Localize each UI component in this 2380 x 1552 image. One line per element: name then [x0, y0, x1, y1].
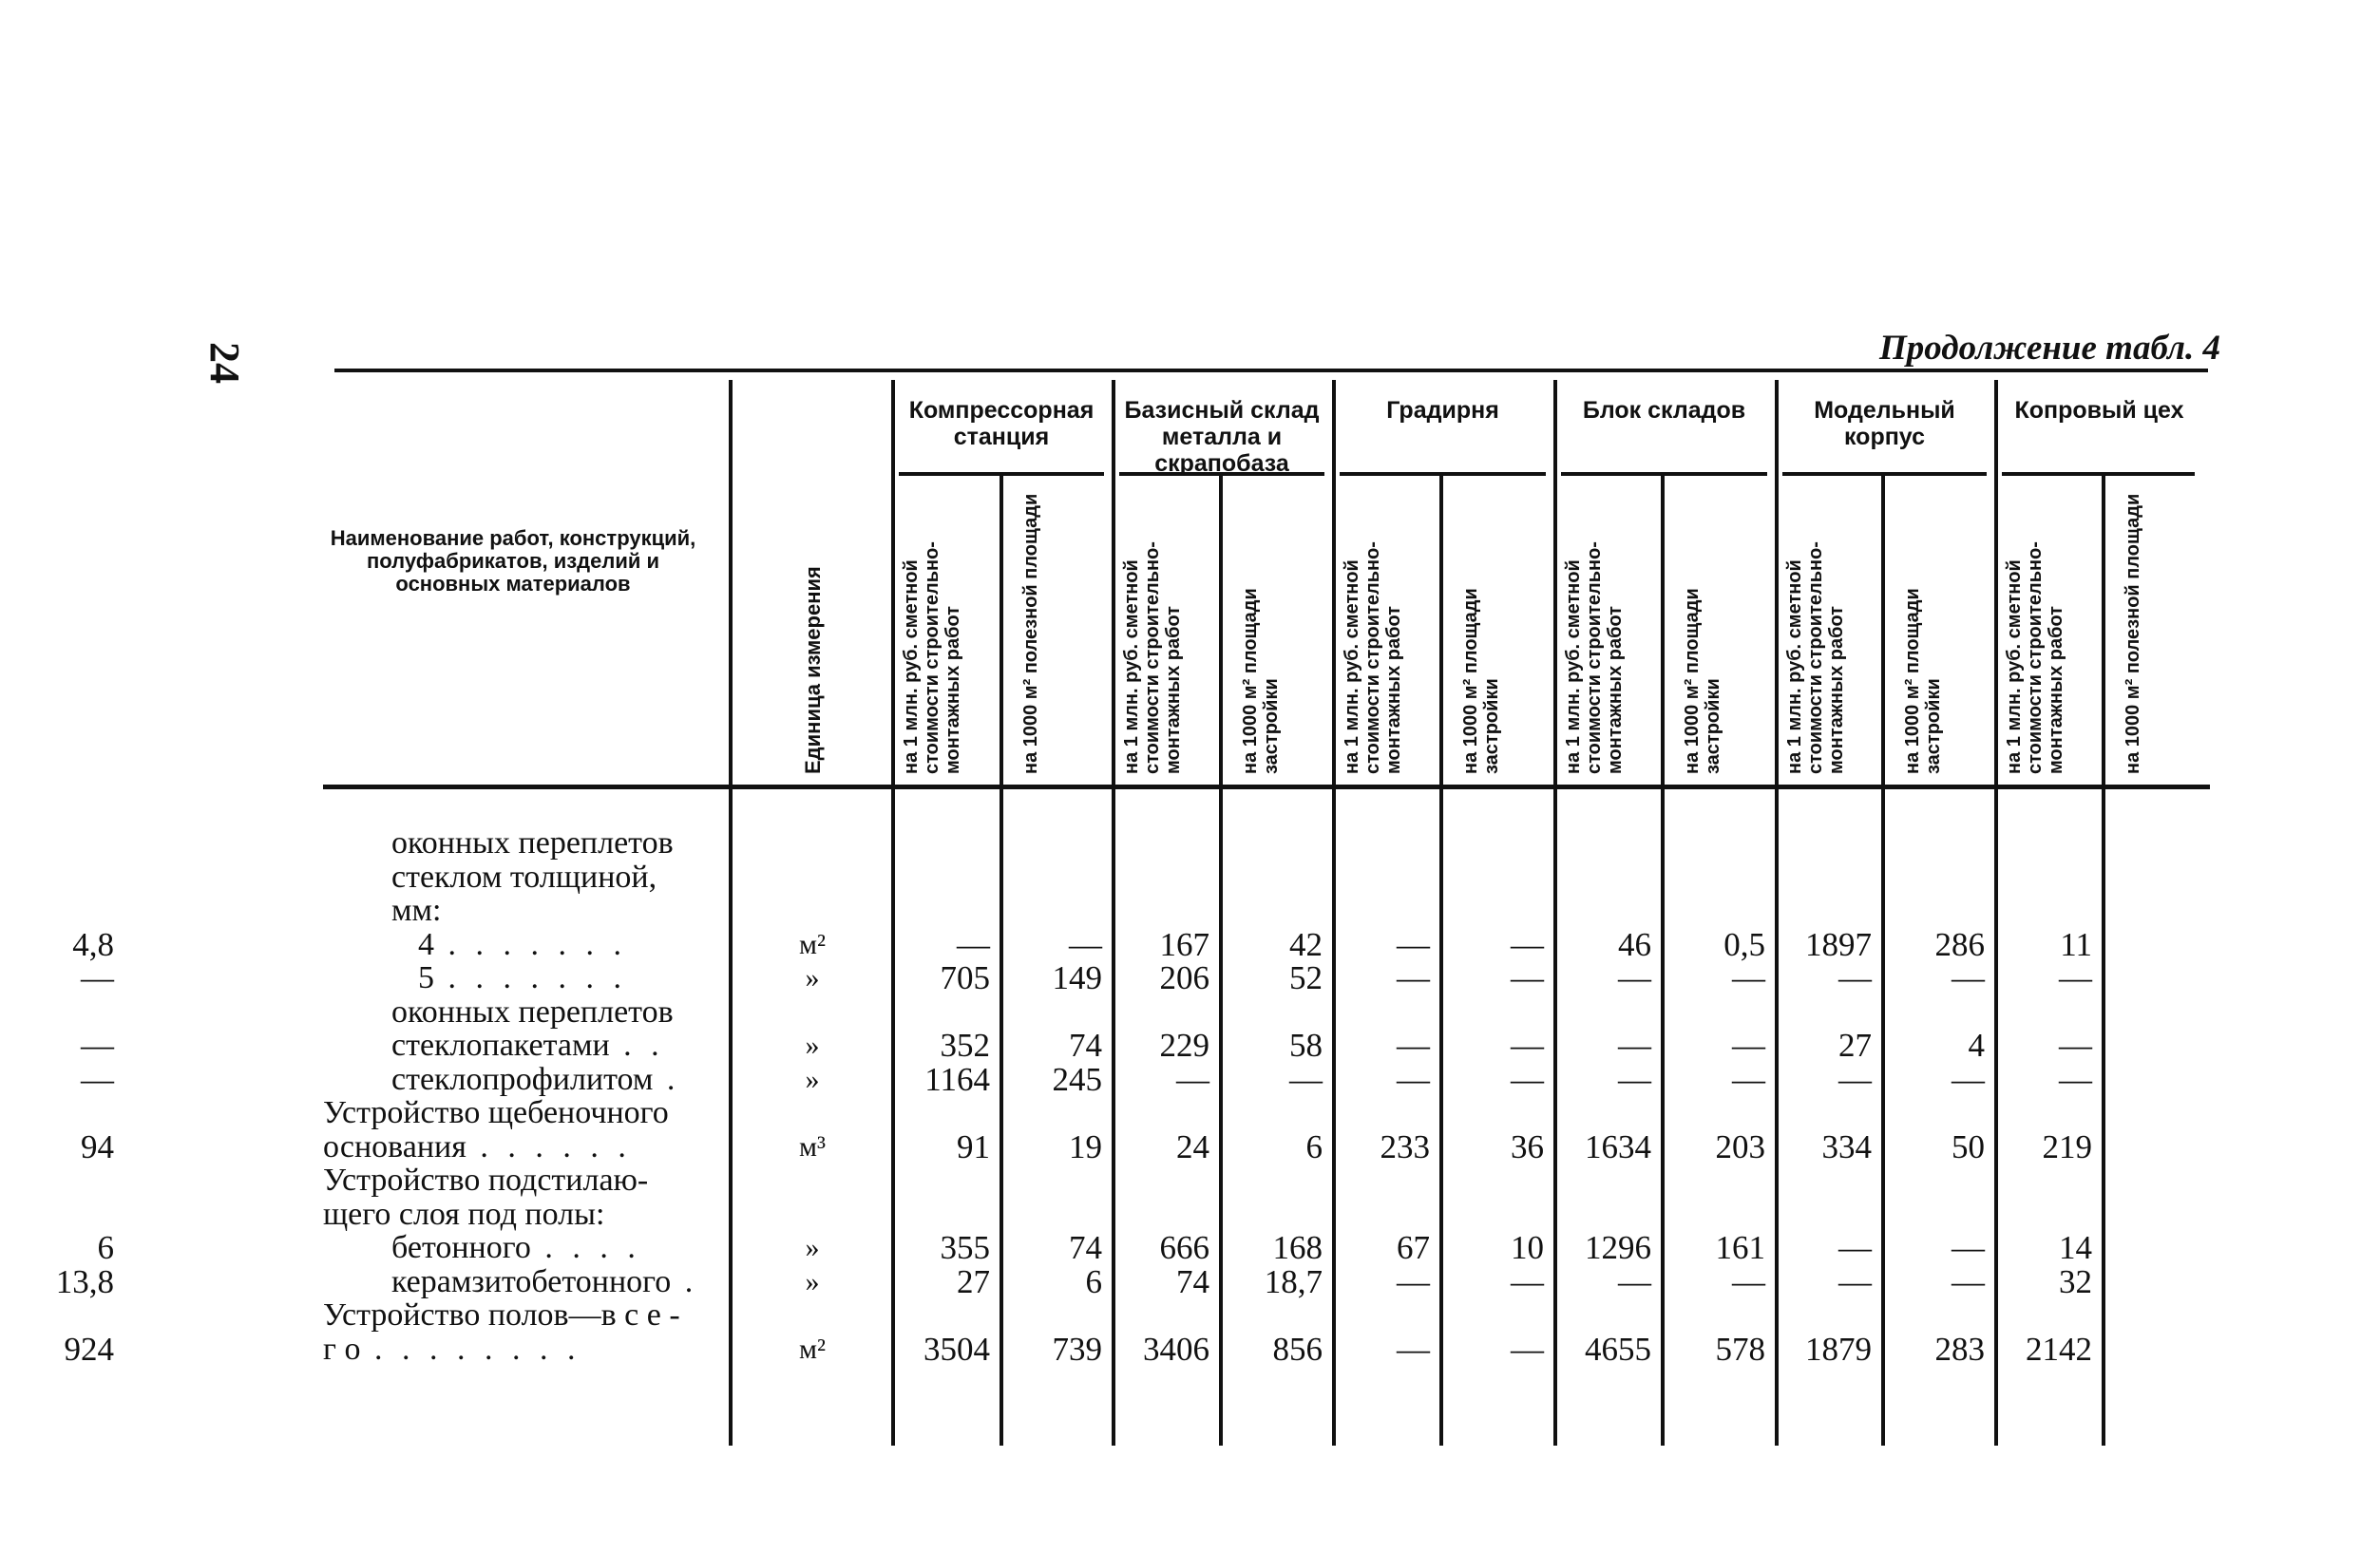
value-cell: —: [1511, 1027, 1544, 1064]
value-cell: 206: [1159, 959, 1209, 996]
value-cell: —: [1732, 959, 1765, 996]
table-title: Продолжение табл. 4: [1879, 329, 2220, 368]
leader-dots: . .: [609, 1028, 665, 1063]
value-cell: 36: [1511, 1127, 1544, 1165]
row-label-text: основания: [323, 1128, 466, 1164]
value-cell: 52: [1289, 959, 1323, 996]
value-cell: —: [1511, 1330, 1544, 1368]
value-cell: 6: [1085, 1262, 1102, 1300]
value-cell: —: [1618, 1027, 1651, 1064]
sub-header-per-million: на 1 млн. руб. сметной стоимости строительно-монтажных работ: [1342, 541, 1404, 774]
value-cell: 24: [1176, 1127, 1209, 1165]
value-cell: 1897: [1805, 925, 1872, 963]
value-cell: 13,8: [55, 1262, 114, 1300]
group-header: Градирня: [1386, 397, 1499, 424]
unit-cell: м²: [799, 1333, 826, 1365]
value-cell: 578: [1715, 1330, 1765, 1368]
value-cell: 11: [2060, 925, 2092, 963]
value-cell: —: [1838, 1262, 1872, 1300]
leader-dots: . . . . . . . .: [360, 1331, 581, 1367]
row-label: [391, 1029, 665, 1063]
row-label-text: щего слоя под полы:: [323, 1196, 605, 1232]
group-header: Компрессорная станция: [908, 397, 1095, 450]
value-cell: —: [1618, 959, 1651, 996]
value-cell: 1879: [1805, 1330, 1872, 1368]
unit-cell: »: [805, 1063, 820, 1095]
row-label-text: керамзитобетонного: [391, 1263, 672, 1299]
value-cell: —: [81, 959, 114, 996]
value-cell: —: [1952, 1060, 1985, 1098]
value-cell: 50: [1952, 1127, 1985, 1165]
group-rule: [1561, 472, 1767, 476]
row-label: [323, 1198, 604, 1232]
value-cell: —: [1732, 1060, 1765, 1098]
row-label: [323, 1164, 648, 1198]
value-cell: 74: [1069, 1229, 1102, 1266]
value-cell: 4,8: [72, 925, 114, 963]
sub-header-per-1000: на 1000 м² площади застройки: [1460, 588, 1502, 774]
value-cell: 14: [2059, 1229, 2092, 1266]
value-cell: 286: [1934, 925, 1985, 963]
value-cell: —: [1952, 1229, 1985, 1266]
value-cell: 74: [1176, 1262, 1209, 1300]
value-cell: 666: [1159, 1229, 1209, 1266]
value-cell: 4: [1968, 1027, 1985, 1064]
value-cell: 149: [1052, 959, 1102, 996]
leader-dots: .: [653, 1061, 681, 1097]
value-cell: —: [1952, 959, 1985, 996]
value-cell: —: [1176, 1060, 1209, 1098]
unit-cell: »: [805, 1265, 820, 1297]
value-cell: 6: [1305, 1127, 1323, 1165]
group-rule: [1340, 472, 1546, 476]
sub-header-per-1000: на 1000 м² площади застройки: [1240, 588, 1282, 774]
value-cell: 2142: [2026, 1330, 2092, 1368]
value-cell: 203: [1715, 1127, 1765, 1165]
value-cell: 91: [957, 1127, 990, 1165]
leader-dots: .: [671, 1263, 699, 1299]
sub-header-per-1000: на 1000 м² площади застройки: [1682, 588, 1723, 774]
value-cell: 74: [1069, 1027, 1102, 1064]
leader-dots: . . . . . . .: [434, 926, 627, 962]
value-cell: 27: [957, 1262, 990, 1300]
value-cell: —: [1397, 959, 1430, 996]
value-cell: 233: [1380, 1127, 1430, 1165]
row-label-text: стеклом толщиной,: [391, 859, 657, 895]
value-cell: 924: [64, 1330, 114, 1368]
value-cell: 4655: [1585, 1330, 1651, 1368]
value-cell: 167: [1159, 925, 1209, 963]
value-cell: —: [1511, 959, 1544, 996]
row-label-text: оконных переплетов: [391, 994, 674, 1030]
row-label-text: стеклопакетами: [391, 1028, 610, 1063]
row-label: [323, 1298, 680, 1333]
value-cell: —: [1838, 959, 1872, 996]
page-number: 24: [201, 342, 248, 384]
row-label: [391, 861, 657, 895]
value-cell: 27: [1838, 1027, 1872, 1064]
sub-header-per-million: на 1 млн. руб. сметной стоимости строительно-монтажных работ: [901, 541, 963, 774]
value-cell: —: [1732, 1262, 1765, 1300]
row-label: [391, 894, 441, 928]
value-cell: —: [1618, 1060, 1651, 1098]
value-cell: 739: [1052, 1330, 1102, 1368]
value-cell: —: [1397, 1027, 1430, 1064]
row-label: [391, 1231, 641, 1265]
unit-header: Единица измерения: [801, 566, 825, 774]
value-cell: 94: [81, 1127, 114, 1165]
value-cell: —: [1289, 1060, 1323, 1098]
group-rule: [1782, 472, 1987, 476]
value-cell: —: [1618, 1262, 1651, 1300]
value-cell: 1164: [924, 1060, 990, 1098]
value-cell: —: [2059, 1060, 2092, 1098]
value-cell: —: [1952, 1262, 1985, 1300]
row-label-text: 4: [418, 926, 434, 962]
leader-dots: . . . .: [530, 1230, 641, 1265]
row-label-text: 5: [418, 960, 434, 995]
value-cell: 161: [1715, 1229, 1765, 1266]
value-cell: 10: [1511, 1229, 1544, 1266]
value-cell: 1296: [1585, 1229, 1651, 1266]
value-cell: —: [1397, 1060, 1430, 1098]
value-cell: —: [81, 1060, 114, 1098]
value-cell: 42: [1289, 925, 1323, 963]
sub-header-per-million: на 1 млн. руб. сметной стоимости строительно-монтажных работ: [1563, 541, 1626, 774]
value-cell: 334: [1821, 1127, 1872, 1165]
value-cell: 6: [97, 1229, 114, 1266]
value-cell: 19: [1069, 1127, 1102, 1165]
value-cell: —: [1397, 1330, 1430, 1368]
header-bottom-rule: [323, 785, 2210, 789]
row-label: [391, 995, 674, 1030]
sub-header-per-million: на 1 млн. руб. сметной стоимости строительно-монтажных работ: [2004, 541, 2066, 774]
value-cell: 67: [1397, 1229, 1430, 1266]
unit-cell: »: [805, 1232, 820, 1263]
top-rule: [334, 369, 2208, 372]
sub-header-per-1000: на 1000 м² площади застройки: [1902, 588, 1944, 774]
value-cell: 283: [1934, 1330, 1985, 1368]
row-label-text: мм:: [391, 893, 442, 928]
value-cell: —: [1397, 1262, 1430, 1300]
value-cell: —: [1838, 1229, 1872, 1266]
value-cell: —: [2059, 959, 2092, 996]
group-header: Копровый цех: [2014, 397, 2184, 424]
value-cell: 219: [2042, 1127, 2092, 1165]
unit-cell: »: [805, 1030, 820, 1061]
value-cell: 352: [940, 1027, 990, 1064]
col-line-name: [729, 380, 733, 1446]
unit-cell: м³: [799, 1130, 826, 1163]
value-cell: —: [1511, 925, 1544, 963]
value-cell: 168: [1272, 1229, 1323, 1266]
row-label: [391, 1063, 680, 1097]
group-rule: [2002, 472, 2195, 476]
value-cell: —: [1732, 1027, 1765, 1064]
sub-header-per-million: на 1 млн. руб. сметной стоимости строительно-монтажных работ: [1784, 541, 1847, 774]
leader-dots: . . . . . . .: [434, 960, 627, 995]
value-cell: —: [1069, 925, 1102, 963]
row-label-text: бетонного: [391, 1230, 531, 1265]
row-label-text: г о: [323, 1331, 361, 1367]
value-cell: —: [81, 1027, 114, 1064]
value-cell: 0,5: [1723, 925, 1765, 963]
row-label-text: оконных переплетов: [391, 825, 674, 861]
value-cell: 32: [2059, 1262, 2092, 1300]
value-cell: —: [2059, 1027, 2092, 1064]
row-label: [323, 1096, 669, 1130]
group-header: Модельный корпус: [1814, 397, 1955, 450]
value-cell: 705: [940, 959, 990, 996]
value-cell: 18,7: [1264, 1262, 1323, 1300]
value-cell: —: [1838, 1060, 1872, 1098]
row-label-text: Устройство подстилаю-: [323, 1163, 649, 1198]
value-cell: —: [1511, 1060, 1544, 1098]
row-label: [418, 928, 627, 962]
leader-dots: . . . . . .: [466, 1128, 632, 1164]
name-header: Наименование работ, конструкций, полуфабрикатов, изделий и основных материалов: [330, 526, 696, 596]
row-label-text: стеклопрофилитом: [391, 1061, 654, 1097]
value-cell: 229: [1159, 1027, 1209, 1064]
sub-header-per-1000: на 1000 м² полезной площади: [2123, 493, 2143, 774]
value-cell: 46: [1618, 925, 1651, 963]
row-label: [391, 826, 674, 861]
value-cell: 355: [940, 1229, 990, 1266]
row-label: [418, 961, 627, 995]
value-cell: 58: [1289, 1027, 1323, 1064]
row-label-text: Устройство щебеночного: [323, 1095, 669, 1130]
group-header: Блок складов: [1582, 397, 1746, 424]
value-cell: —: [957, 925, 990, 963]
value-cell: 245: [1052, 1060, 1102, 1098]
value-cell: —: [1511, 1262, 1544, 1300]
unit-cell: »: [805, 962, 820, 994]
unit-cell: м²: [799, 928, 826, 960]
group-header: Базисный склад металла и скрапобаза: [1124, 397, 1320, 477]
value-cell: —: [1397, 925, 1430, 963]
value-cell: 856: [1272, 1330, 1323, 1368]
value-cell: 1634: [1585, 1127, 1651, 1165]
row-label: [323, 1333, 581, 1367]
row-label-text: Устройство полов—в с е -: [323, 1297, 680, 1333]
value-cell: 3504: [923, 1330, 990, 1368]
sub-header-per-1000: на 1000 м² полезной площади: [1020, 493, 1041, 774]
group-rule: [899, 472, 1104, 476]
value-cell: 3406: [1143, 1330, 1209, 1368]
row-label: [323, 1130, 632, 1164]
sub-header-per-million: на 1 млн. руб. сметной стоимости строительно-монтажных работ: [1121, 541, 1184, 774]
row-label: [391, 1265, 698, 1299]
